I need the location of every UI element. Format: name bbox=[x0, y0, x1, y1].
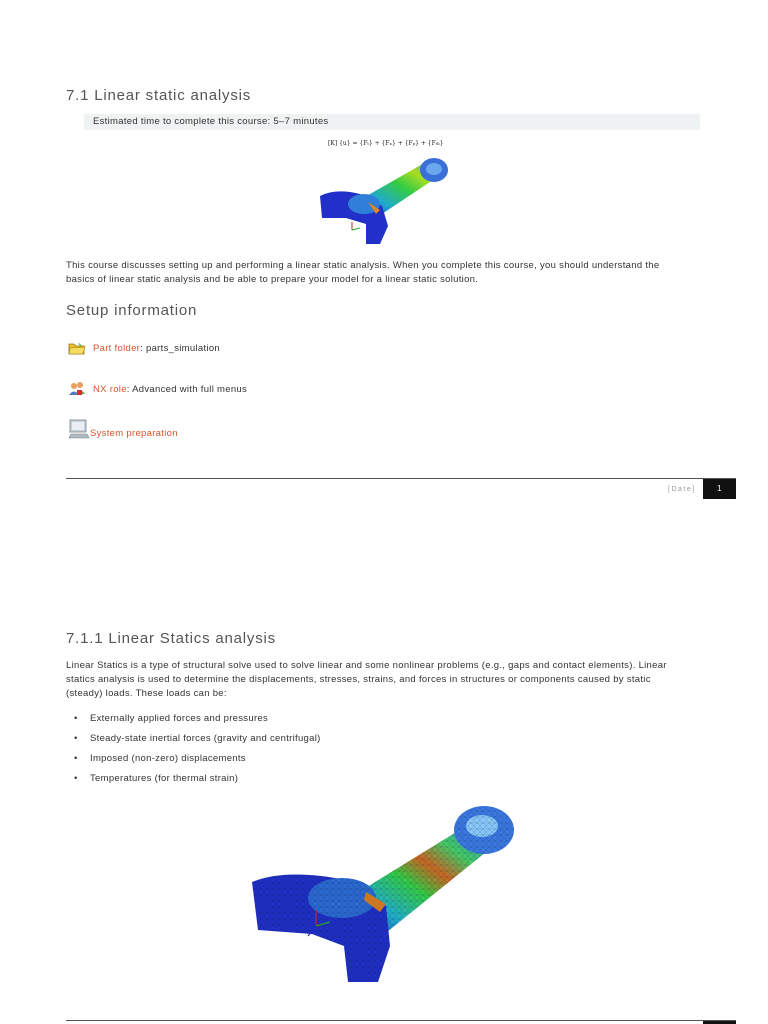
paragraph-line: (steady) loads. These loads can be: bbox=[66, 688, 227, 699]
connecting-rod-mesh-image bbox=[246, 796, 522, 990]
paragraph-line: statics analysis is used to determine the displacements, stresses, strains, and forces in structures or components caused by static bbox=[66, 674, 651, 685]
setup-heading: Setup information bbox=[66, 302, 198, 319]
folder-icon bbox=[68, 340, 86, 356]
intro-line: This course discusses setting up and performing a linear static analysis. When you complete this course, you should understand the bbox=[66, 260, 660, 271]
nx-role-row bbox=[68, 381, 247, 397]
nx-role-value: : Advanced with full menus bbox=[126, 383, 248, 395]
part-folder-value: : parts_simulation bbox=[140, 342, 220, 354]
nx-role-link[interactable]: NX role bbox=[93, 383, 127, 395]
intro-paragraph bbox=[66, 259, 706, 287]
loads-list bbox=[66, 709, 321, 789]
page-title: 7.1 Linear static analysis bbox=[66, 87, 252, 104]
system-prep-row bbox=[68, 418, 178, 440]
computer-icon bbox=[68, 418, 90, 440]
footer-divider bbox=[66, 1020, 736, 1021]
estimated-time-banner: Estimated time to complete this course: 5–7 minutes bbox=[84, 114, 700, 130]
list-item: • Imposed (non-zero) displacements bbox=[66, 749, 321, 769]
list-item: • Steady-state inertial forces (gravity and centrifugal) bbox=[66, 729, 321, 749]
paragraph-line: Linear Statics is a type of structural solve used to solve linear and some nonlinear problems (e.g., gaps and contact elements). Linear bbox=[66, 660, 667, 671]
list-item: • Temperatures (for thermal strain) bbox=[66, 769, 321, 789]
list-item: • Externally applied forces and pressures bbox=[66, 709, 321, 729]
connecting-rod-image-small bbox=[316, 152, 452, 248]
footer-divider bbox=[66, 478, 736, 479]
page-number: 1 bbox=[703, 479, 736, 499]
section-heading: 7.1.1 Linear Statics analysis bbox=[66, 630, 276, 647]
users-icon bbox=[68, 381, 86, 397]
system-prep-link[interactable]: System preparation bbox=[90, 427, 178, 439]
statics-paragraph bbox=[66, 659, 706, 701]
footer-date: [Date] bbox=[668, 486, 696, 493]
part-folder-link[interactable]: Part folder bbox=[93, 342, 141, 354]
part-folder-row bbox=[68, 340, 220, 356]
intro-line: basics of linear static analysis and be able to prepare your model for a linear static solution. bbox=[66, 274, 479, 285]
stiffness-formula: [K] {u} = {Fₜ} + {Fₓ} + {Fₚ} + {Fₜₕ} bbox=[328, 140, 444, 147]
